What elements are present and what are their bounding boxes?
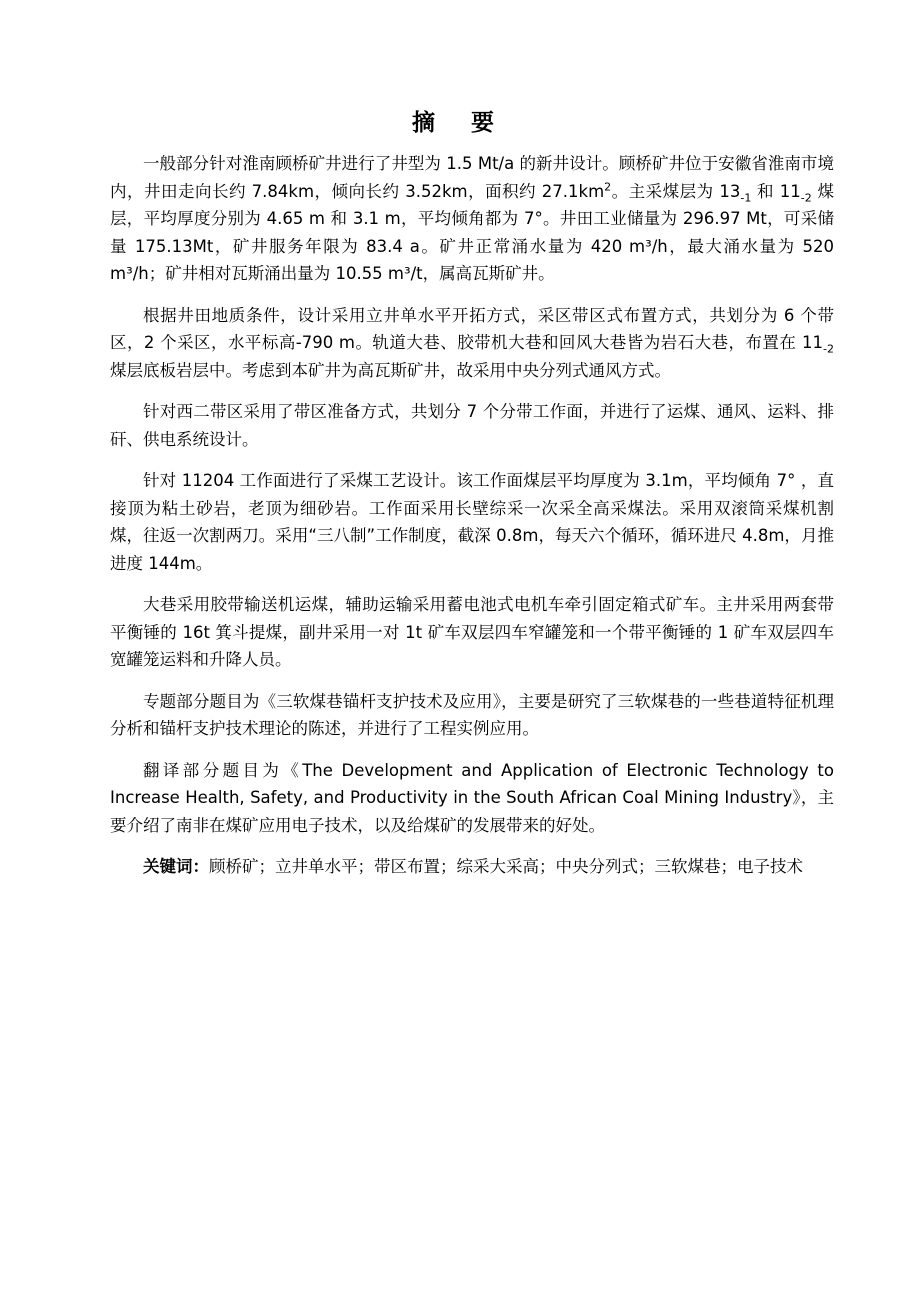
p1-seam-sub-1: -1 [740, 190, 752, 204]
p1-text-b: 。主采煤层为 13 [611, 181, 741, 201]
p1-area-sup: 2 [604, 180, 612, 193]
paragraph-transport: 大巷采用胶带输送机运煤，辅助运输采用蓄电池式电机车牵引固定箱式矿车。主井采用两套带平衡锤的 16t 箕斗提煤，副井采用一对 1t 矿车双层四车窄罐笼和一个带平衡锤的 1 矿车双层四车宽罐笼运料和升降人员。 [110, 595, 834, 669]
p2-seam-sub: -2 [823, 342, 834, 356]
p1-seam-sub-2: -2 [800, 190, 812, 204]
p1-text-d: 煤层，平均厚度分别为 4.65 m 和 3.1 m，平均倾角都为 7°。井田工业储量为 296.97 Mt，可采储量 175.13Mt，矿井服务年限为 83.4 a。矿井正常涌水量为 420 m³/h，最大涌水量为 520 m³/h；矿井相对瓦斯涌出量为 10.55 m³/t，属高瓦斯矿井。 [110, 181, 834, 283]
p1-text-c: 和 11 [751, 181, 801, 201]
keywords-label: 关键词： [143, 857, 209, 876]
p1-text-a: 一般部分针对淮南顾桥矿井进行了井型为 1.5 Mt/a 的新井设计。顾桥矿井位于安徽省淮南市境内，井田走向长约 7.84km，倾向长约 3.52km，面积约 27.1km [110, 154, 834, 201]
paragraph-development [110, 302, 834, 385]
abstract-title: 摘 要 [411, 110, 508, 136]
paragraph-mining-technology: 针对 11204 工作面进行了采煤工艺设计。该工作面煤层平均厚度为 3.1m，平均倾角 7° ，直接顶为粘土砂岩，老顶为细砂岩。工作面采用长壁综采一次采全高采煤法。采用双滚筒采煤机割煤，往返一次割两刀。采用“三八制”工作制度，截深 0.8m，每天六个循环，循环进尺 4.8m，月推进度 144m。 [110, 471, 834, 573]
p2-text-b: 煤层底板岩层中。考虑到本矿井为高瓦斯矿井，故采用中央分列式通风方式。 [110, 360, 671, 380]
keywords-text: 顾桥矿；立井单水平；带区布置；综采大采高；中央分列式；三软煤巷；电子技术 [209, 857, 803, 876]
paragraph-special-topic: 专题部分题目为《三软煤巷锚杆支护技术及应用》，主要是研究了三软煤巷的一些巷道特征机理分析和锚杆支护技术理论的陈述，并进行了工程实例应用。 [110, 691, 834, 738]
paragraph-panel-preparation: 针对西二带区采用了带区准备方式，共划分 7 个分带工作面，并进行了运煤、通风、运料、排矸、供电系统设计。 [110, 402, 834, 449]
p2-text-a: 根据井田地质条件，设计采用立井单水平开拓方式，采区带区式布置方式，共划分为 6 个带区，2 个采区，水平标高-790 m。轨道大巷、胶带机大巷和回风大巷皆为岩石大巷，布置在 11 [110, 305, 834, 352]
paragraph-general-design [110, 150, 834, 288]
paragraph-translation: 翻译部分题目为《The Development and Application of Electronic Technology to Increase Health, Safety, and Productivity in the South African Coal Mining Industry》，主要介绍了南非在煤矿应用电子技术，以及给煤矿的发展带来的好处。 [110, 760, 834, 835]
abstract-body [110, 150, 834, 895]
keywords-line [110, 853, 834, 881]
